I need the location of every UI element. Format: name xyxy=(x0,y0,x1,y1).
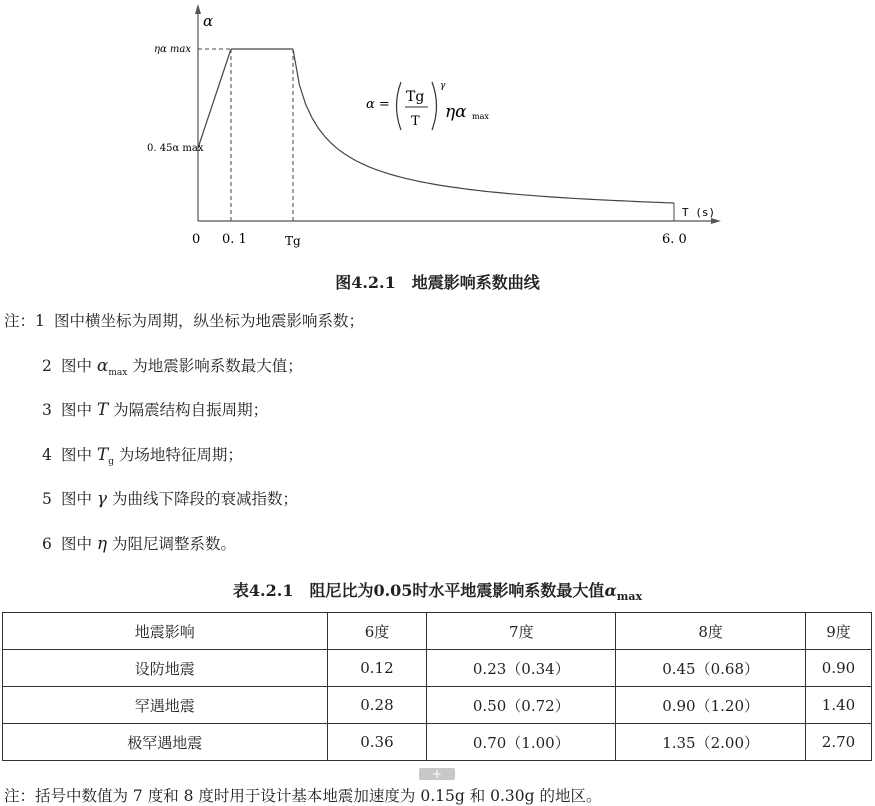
x-tick-tg: Tg xyxy=(285,234,301,248)
formula-denominator: T xyxy=(411,114,420,129)
note-text: 图中 xyxy=(60,401,97,419)
table-cell: 1.35（2.00） xyxy=(616,724,806,761)
note-symbol-subscript: g xyxy=(108,456,114,467)
table-caption-subscript: max xyxy=(616,590,643,604)
table-row xyxy=(3,650,872,687)
spectrum-formula xyxy=(366,81,489,130)
y-tick-045-alpha-max: 0. 45α max xyxy=(147,143,204,154)
note-text: 为场地特征周期； xyxy=(113,445,243,464)
note-number: 4 xyxy=(42,445,52,464)
note-text: 图中 xyxy=(60,490,97,508)
x-tick-0: 0 xyxy=(192,232,201,247)
x-axis-label: T (s) xyxy=(682,206,716,219)
y-axis-arrow xyxy=(195,4,201,14)
table-header-cell: 7度 xyxy=(427,613,616,650)
segment-linear-rise xyxy=(198,49,231,148)
table-cell: 极罕遇地震 xyxy=(3,724,328,761)
note-text: 为阻尼调整系数。 xyxy=(107,534,236,553)
table-cell: 0.45（0.68） xyxy=(616,650,806,687)
y-axis-label: α xyxy=(203,12,214,30)
x-tick-60: 6. 0 xyxy=(662,232,687,247)
table-row xyxy=(3,687,872,724)
note-item xyxy=(4,353,364,398)
formula-numerator: Tg xyxy=(406,89,425,105)
response-spectrum-chart xyxy=(0,0,875,262)
figure-caption: 图4.2.1 地震影响系数曲线 xyxy=(335,273,540,292)
formula-max-subscript: max xyxy=(472,112,489,121)
table-header-cell: 地震影响 xyxy=(3,613,328,650)
table-cell: 罕遇地震 xyxy=(3,687,328,724)
table-cell: 2.70 xyxy=(806,724,872,761)
formula-left-paren xyxy=(397,82,402,130)
note-item xyxy=(4,486,364,531)
note-number: 2 xyxy=(42,356,52,375)
table-cell: 0.50（0.72） xyxy=(427,687,616,724)
formula-eta-alpha: ηα xyxy=(445,102,467,122)
note-item xyxy=(4,308,364,353)
table-cell: 0.90 xyxy=(806,650,872,687)
note-symbol: α xyxy=(96,355,109,376)
formula-right-paren xyxy=(432,82,437,130)
formula-lhs: α = xyxy=(366,97,390,112)
table-caption-symbol: α xyxy=(604,581,617,600)
x-tick-01: 0. 1 xyxy=(222,232,247,247)
note-text: 图中 xyxy=(60,445,97,464)
table-header-cell: 9度 xyxy=(806,613,872,650)
coefficient-table xyxy=(2,612,872,761)
y-tick-eta-alpha-max: ηα max xyxy=(154,44,192,55)
table-cell: 0.28 xyxy=(327,687,427,724)
table-header-cell: 6度 xyxy=(327,613,427,650)
table-cell: 0.23（0.34） xyxy=(427,650,616,687)
note-text: 为地震影响系数最大值； xyxy=(127,356,303,375)
note-text: 为曲线下降段的衰减指数； xyxy=(107,490,298,508)
notes-prefix: 注： xyxy=(4,312,36,330)
note-text: 为隔震结构自振周期； xyxy=(108,401,269,419)
formula-exponent: γ xyxy=(440,81,446,91)
table-caption xyxy=(0,578,875,603)
table-cell: 0.36 xyxy=(327,724,427,761)
note-number: 5 xyxy=(42,490,52,508)
table-cell: 0.90（1.20） xyxy=(616,687,806,724)
note-text: 图中横坐标为周期，纵坐标为地震影响系数； xyxy=(53,312,364,330)
table-cell: 设防地震 xyxy=(3,650,328,687)
notes-block xyxy=(4,308,364,575)
note-symbol: T xyxy=(96,400,109,420)
table-cell: 0.70（1.00） xyxy=(427,724,616,761)
table-row xyxy=(3,724,872,761)
note-symbol: T xyxy=(96,444,109,465)
note-item xyxy=(4,531,364,576)
segment-decay-curve xyxy=(293,49,674,203)
add-plus-icon[interactable]: + xyxy=(419,768,455,780)
note-item xyxy=(4,397,364,442)
note-number: 3 xyxy=(42,401,52,419)
note-text: 图中 xyxy=(60,356,97,375)
note-number: 6 xyxy=(42,534,52,553)
table-cell: 0.12 xyxy=(327,650,427,687)
table-cell: 1.40 xyxy=(806,687,872,724)
table-header-row xyxy=(3,613,872,650)
note-symbol: γ xyxy=(96,489,108,509)
table-caption-text: 表4.2.1 阻尼比为0.05时水平地震影响系数最大值 xyxy=(232,581,605,600)
table-header-cell: 8度 xyxy=(616,613,806,650)
note-text: 图中 xyxy=(60,534,97,553)
table-footnote: 注：括号中数值为 7 度和 8 度时用于设计基本地震加速度为 0.15g 和 0.30g 的地区。 xyxy=(4,787,602,805)
note-number: 1 xyxy=(35,312,45,330)
note-item xyxy=(4,442,364,487)
note-symbol: η xyxy=(96,533,108,554)
note-symbol-subscript: max xyxy=(108,367,128,378)
